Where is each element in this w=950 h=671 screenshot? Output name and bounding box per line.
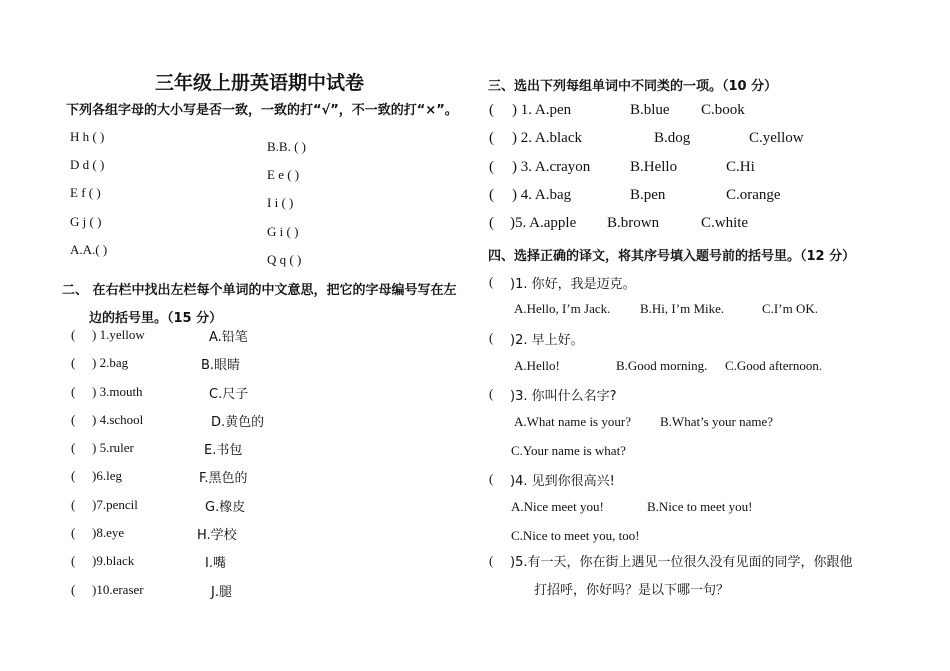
s1-left-item: G j ( ) [70,214,102,229]
odd-one-option-a: ) 2. A.black [512,130,582,146]
section3-heading: 三、选出下列每组单词中不同类的一项。（10 分） [488,79,778,94]
section4-heading: 四、选择正确的译文，将其序号填入题号前的括号里。（12 分） [488,249,856,264]
s1-left-item: A.A.( ) [70,242,108,257]
match-word: ) 4.school [92,412,144,427]
odd-one-option-c: C.Hi [726,159,755,175]
match-answer: D.黄色的 [211,415,265,430]
page-title: 三年级上册英语期中试卷 [155,72,365,94]
match-bracket[interactable]: ( [71,384,76,399]
translation-option-a: A.Nice meet you! [511,499,604,514]
match-answer: H.学校 [197,528,237,543]
translation-option-c: C.Good afternoon. [725,358,823,373]
match-word: ) 2.bag [92,355,129,370]
match-word: )10.eraser [92,582,144,597]
translation-question: )3. 你叫什么名字? [510,389,617,404]
match-bracket[interactable]: ( [71,440,76,455]
translation-option-c: C.I’m OK. [762,301,818,316]
translation-question: )5.有一天，你在街上遇见一位很久没有见面的同学，你跟他 [510,555,853,570]
odd-one-option-b: B.Hello [630,159,678,175]
odd-one-bracket[interactable]: ( [489,102,494,118]
odd-one-bracket[interactable]: ( [489,215,494,231]
translation-option-a: A.Hello, I’m Jack. [514,301,611,316]
translation-bracket[interactable]: ( [489,553,494,568]
translation-bracket[interactable]: ( [489,386,494,401]
odd-one-option-b: B.blue [630,102,670,118]
match-bracket[interactable]: ( [71,525,76,540]
match-answer: C.尺子 [209,387,249,402]
match-answer: A.铅笔 [209,330,248,345]
translation-option-c: C.Your name is what? [511,443,626,458]
translation-option-b: B.What’s your name? [660,414,773,429]
match-word: )7.pencil [92,497,138,512]
odd-one-option-a: ) 1. A.pen [512,102,572,118]
match-answer: E.书包 [204,443,243,458]
s1-left-item: D d ( ) [70,157,105,172]
odd-one-option-c: C.book [701,102,745,118]
translation-option-b: B.Nice to meet you! [647,499,753,514]
translation-option-c: C.Nice to meet you, too! [511,528,640,543]
odd-one-option-a: ) 4. A.bag [512,187,572,203]
match-bracket[interactable]: ( [71,553,76,568]
translation-option-b: B.Good morning. [616,358,708,373]
match-word: )9.black [92,553,135,568]
s1-right-item: B.B. ( ) [267,139,306,154]
match-bracket[interactable]: ( [71,355,76,370]
translation-question: )4. 见到你很高兴! [510,474,615,489]
translation-bracket[interactable]: ( [489,274,494,289]
match-answer: G.橡皮 [205,500,246,515]
odd-one-option-b: B.pen [630,187,666,203]
odd-one-option-a: )5. A.apple [510,215,577,231]
translation-option-b: B.Hi, I’m Mike. [640,301,725,316]
s1-left-item: E f ( ) [70,185,101,200]
section2-heading-line2: 边的括号里。（15 分） [89,311,223,326]
translation-option-a: A.Hello! [514,358,560,373]
odd-one-option-b: B.dog [654,130,691,146]
odd-one-option-b: B.brown [607,215,660,231]
match-bracket[interactable]: ( [71,468,76,483]
s1-right-item: Q q ( ) [267,252,302,267]
translation-question: )2. 早上好。 [510,333,584,348]
s1-right-item: E e ( ) [267,167,300,182]
odd-one-bracket[interactable]: ( [489,130,494,146]
match-word: )8.eye [92,525,125,540]
translation-bracket[interactable]: ( [489,330,494,345]
odd-one-bracket[interactable]: ( [489,187,494,203]
match-answer: J.腿 [211,585,232,600]
odd-one-option-c: C.yellow [749,130,804,146]
match-word: ) 1.yellow [92,327,145,342]
s1-left-item: H h ( ) [70,129,105,144]
translation-option-a: A.What name is your? [514,414,631,429]
translation-question-cont: 打招呼，你好吗？是以下哪一句？ [534,583,730,598]
translation-question: )1. 你好，我是迈克。 [510,277,636,292]
odd-one-option-a: ) 3. A.crayon [512,159,591,175]
match-bracket[interactable]: ( [71,497,76,512]
match-bracket[interactable]: ( [71,412,76,427]
match-answer: B.眼睛 [201,358,241,373]
translation-bracket[interactable]: ( [489,471,494,486]
match-word: ) 3.mouth [92,384,143,399]
match-answer: F.黑色的 [199,471,248,486]
match-word: ) 5.ruler [92,440,134,455]
match-word: )6.leg [92,468,122,483]
odd-one-option-c: C.orange [726,187,781,203]
section2-heading-line1: 二、 在右栏中找出左栏每个单词的中文意思，把它的字母编号写在左 [62,283,457,298]
section1-instruction: 下列各组字母的大小写是否一致，一致的打“√”，不一致的打“×”。 [66,103,458,118]
s1-right-item: G i ( ) [267,224,299,239]
odd-one-bracket[interactable]: ( [489,159,494,175]
match-bracket[interactable]: ( [71,327,76,342]
match-bracket[interactable]: ( [71,582,76,597]
s1-right-item: I i ( ) [267,195,294,210]
match-answer: I.嘴 [205,556,226,571]
odd-one-option-c: C.white [701,215,749,231]
